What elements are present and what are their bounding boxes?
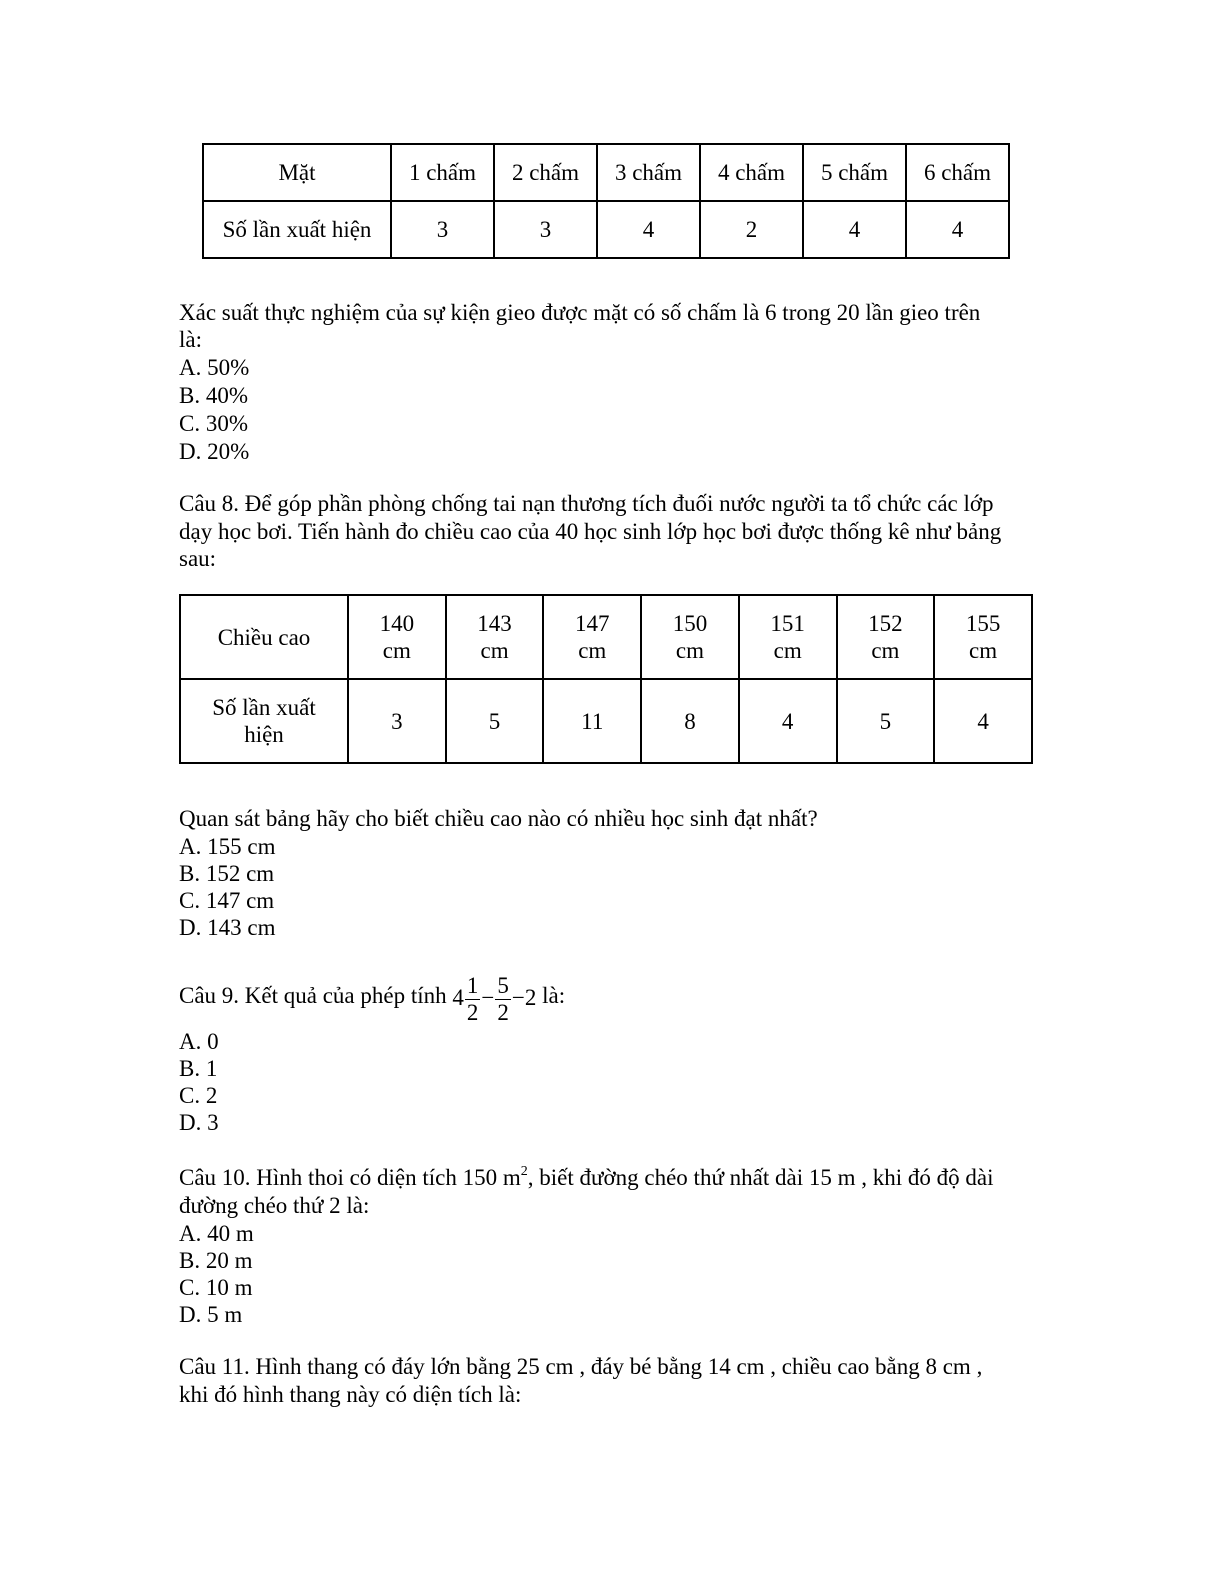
- table-cell: Số lần xuất hiện: [203, 201, 391, 258]
- answer-option: D. 3: [179, 1110, 219, 1135]
- table-row: [180, 595, 1032, 679]
- table-cell: 143 cm: [446, 595, 544, 679]
- table-cell: 150 cm: [641, 595, 739, 679]
- question-text: Quan sát bảng hãy cho biết chiều cao nào có nhiều học sinh đạt nhất?: [179, 806, 818, 831]
- height-frequency-table: [179, 594, 1033, 764]
- answer-option: B. 40%: [179, 383, 248, 408]
- table-cell: 1 chấm: [391, 144, 494, 201]
- answer-option: A. 0: [179, 1029, 219, 1054]
- table-cell: 147 cm: [543, 595, 641, 679]
- answer-option: B. 1: [179, 1056, 218, 1081]
- answer-option: A. 40 m: [179, 1221, 254, 1246]
- table-cell: 4: [906, 201, 1009, 258]
- dice-results-table: [202, 143, 1010, 259]
- fraction: $\frac{1}{2}$: [466, 972, 479, 1025]
- table-cell: 8: [641, 679, 739, 763]
- table-cell: Chiều cao: [180, 595, 348, 679]
- table-cell: 151 cm: [739, 595, 837, 679]
- table-cell: 4: [803, 201, 906, 258]
- question-text: Xác suất thực nghiệm của sự kiện gieo được mặt có số chấm là 6 trong 20 lần gieo trên: [179, 300, 981, 325]
- question-text: sau:: [179, 546, 217, 571]
- answer-option: D. 20%: [179, 439, 250, 464]
- table-cell: 4: [739, 679, 837, 763]
- question-text: là:: [179, 327, 202, 352]
- table-cell: 3: [348, 679, 446, 763]
- table-cell: 6 chấm: [906, 144, 1009, 201]
- table-cell: 152 cm: [837, 595, 935, 679]
- answer-option: B. 152 cm: [179, 861, 275, 886]
- question-text: dạy học bơi. Tiến hành đo chiều cao của 40 học sinh lớp học bơi được thống kê như bảng: [179, 519, 1002, 544]
- table-cell: 5: [837, 679, 935, 763]
- answer-option: C. 147 cm: [179, 888, 275, 913]
- answer-option: D. 5 m: [179, 1302, 243, 1327]
- answer-option: C. 10 m: [179, 1275, 253, 1300]
- question-text: Câu 8. Để góp phần phòng chống tai nạn thương tích đuối nước người ta tổ chức các lớp: [179, 491, 994, 516]
- table-cell: Số lần xuất hiện: [180, 679, 348, 763]
- table-row: [203, 201, 1009, 258]
- table-cell: 4: [597, 201, 700, 258]
- table-cell: 2: [700, 201, 803, 258]
- answer-option: B. 20 m: [179, 1248, 253, 1273]
- answer-option: C. 30%: [179, 411, 248, 436]
- question-text: khi đó hình thang này có diện tích là:: [179, 1382, 522, 1407]
- table-cell: 3: [494, 201, 597, 258]
- answer-option: D. 143 cm: [179, 915, 276, 940]
- table-cell: 3: [391, 201, 494, 258]
- question-text: Câu 11. Hình thang có đáy lớn bằng 25 cm , đáy bé bằng 14 cm , chiều cao bằng 8 cm ,: [179, 1354, 983, 1379]
- table-row: [180, 679, 1032, 763]
- question-text: Câu 10. Hình thoi có diện tích 150 $m^2$, biết đường chéo thứ nhất dài 15 m , khi đó độ dài: [179, 1164, 994, 1190]
- table-cell: 140 cm: [348, 595, 446, 679]
- question-text: đường chéo thứ 2 là:: [179, 1193, 370, 1218]
- table-cell: 5 chấm: [803, 144, 906, 201]
- question-text: Câu 9. Kết quả của phép tính 4 $\frac{1}{2}$ − $\frac{5}{2}$ −2 là:: [179, 968, 565, 1026]
- fraction: $\frac{5}{2}$: [497, 972, 509, 1025]
- answer-option: C. 2: [179, 1083, 218, 1108]
- answer-option: A. 50%: [179, 355, 250, 380]
- math-expression: 4 $\frac{1}{2}$ − $\frac{5}{2}$ −2: [452, 972, 537, 1025]
- table-row: [203, 144, 1009, 201]
- table-cell: 155 cm: [934, 595, 1032, 679]
- table-cell: 4: [934, 679, 1032, 763]
- table-cell: 3 chấm: [597, 144, 700, 201]
- table-cell: Mặt: [203, 144, 391, 201]
- table-cell: 4 chấm: [700, 144, 803, 201]
- table-cell: 11: [543, 679, 641, 763]
- table-cell: 5: [446, 679, 544, 763]
- table-cell: 2 chấm: [494, 144, 597, 201]
- answer-option: A. 155 cm: [179, 834, 276, 859]
